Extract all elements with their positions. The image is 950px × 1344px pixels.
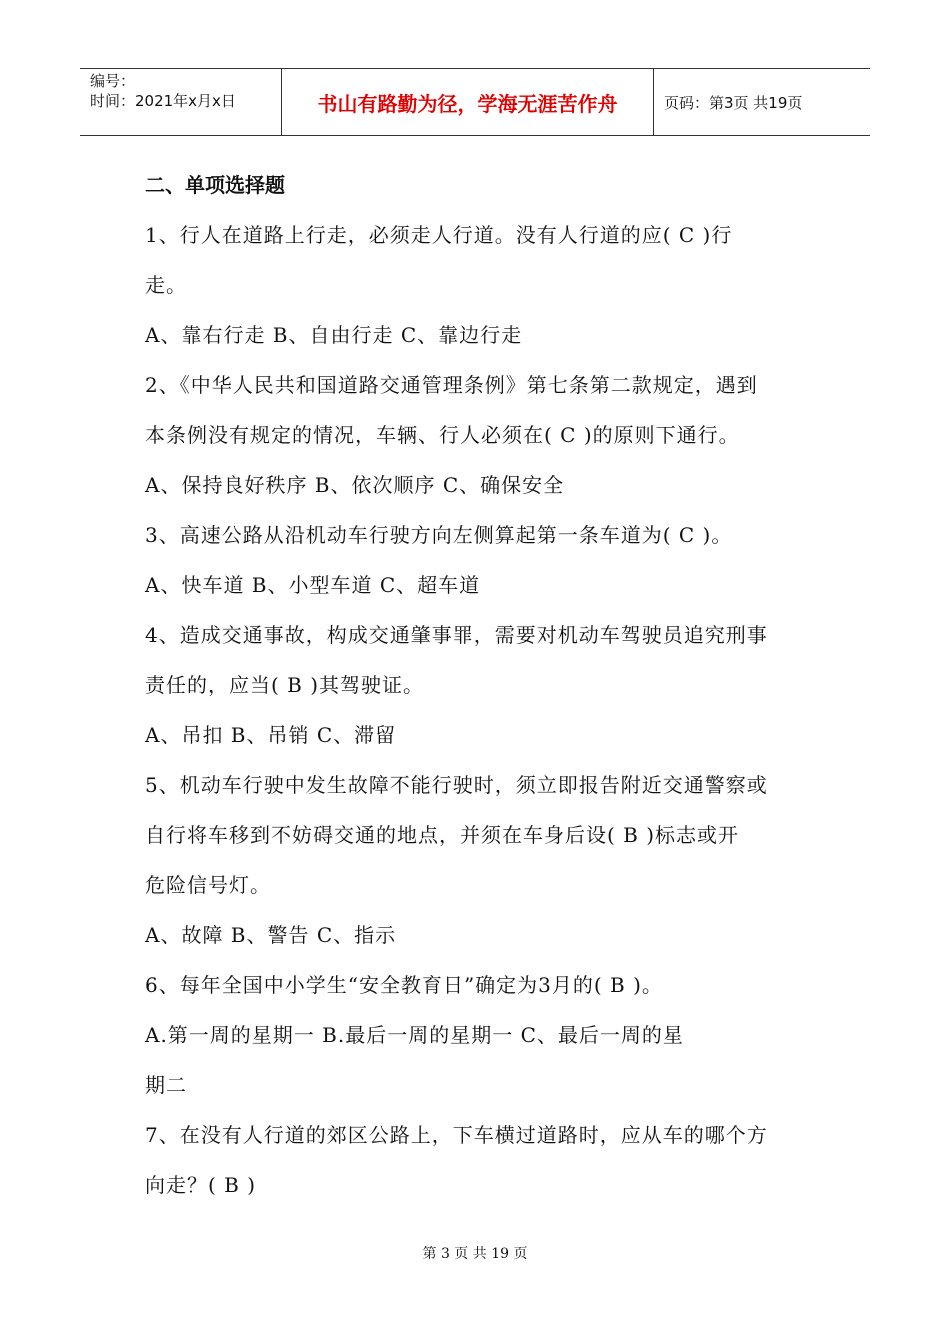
section-title: 二、单项选择题 (145, 173, 285, 197)
page-info: 页码：第3页 共19页 (664, 93, 803, 112)
number-label: 编号： (90, 72, 136, 90)
text-line: 6、每年全国中小学生“安全教育日”确定为3月的( B )。 (145, 973, 663, 997)
text-line: 期二 (145, 1073, 187, 1097)
text-line: A、保持良好秩序 B、依次顺序 C、确保安全 (145, 473, 565, 497)
text-line: 自行将车移到不妨碍交通的地点，并须在车身后设( B )标志或开 (145, 823, 740, 847)
motto: 书山有路勤为径，学海无涯苦作舟 (282, 69, 654, 135)
header-left-cell (80, 69, 282, 135)
text-line: 危险信号灯。 (145, 873, 271, 897)
text-line: 4、造成交通事故，构成交通肇事罪，需要对机动车驾驶员追究刑事 (145, 623, 768, 647)
header-table (80, 68, 870, 136)
document-body (145, 160, 810, 1210)
time-label: 时间：2021年x月x日 (90, 92, 236, 110)
text-line: A、靠右行走 B、自由行走 C、靠边行走 (145, 323, 523, 347)
text-line: 5、机动车行驶中发生故障不能行驶时，须立即报告附近交通警察或 (145, 773, 768, 797)
text-line: 向走？( B ) (145, 1173, 257, 1197)
text-line: 本条例没有规定的情况，车辆、行人必须在( C )的原则下通行。 (145, 423, 740, 447)
text-line: A.第一周的星期一 B.最后一周的星期一 C、最后一周的星 (145, 1023, 684, 1047)
text-line: 走。 (145, 273, 187, 297)
text-line: 7、在没有人行道的郊区公路上，下车横过道路时，应从车的哪个方 (145, 1123, 768, 1147)
text-line: A、故障 B、警告 C、指示 (145, 923, 397, 947)
text-line: 责任的，应当( B )其驾驶证。 (145, 673, 425, 697)
text-line: A、吊扣 B、吊销 C、滞留 (145, 723, 397, 747)
text-line: 2、《中华人民共和国道路交通管理条例》第七条第二款规定，遇到 (145, 373, 758, 397)
text-line: A、快车道 B、小型车道 C、超车道 (145, 573, 481, 597)
text-line: 1、行人在道路上行走，必须走人行道。没有人行道的应( C )行 (145, 223, 733, 247)
text-line: 3、高速公路从沿机动车行驶方向左侧算起第一条车道为( C )。 (145, 523, 733, 547)
page-footer: 第 3 页 共 19 页 (422, 1246, 528, 1262)
